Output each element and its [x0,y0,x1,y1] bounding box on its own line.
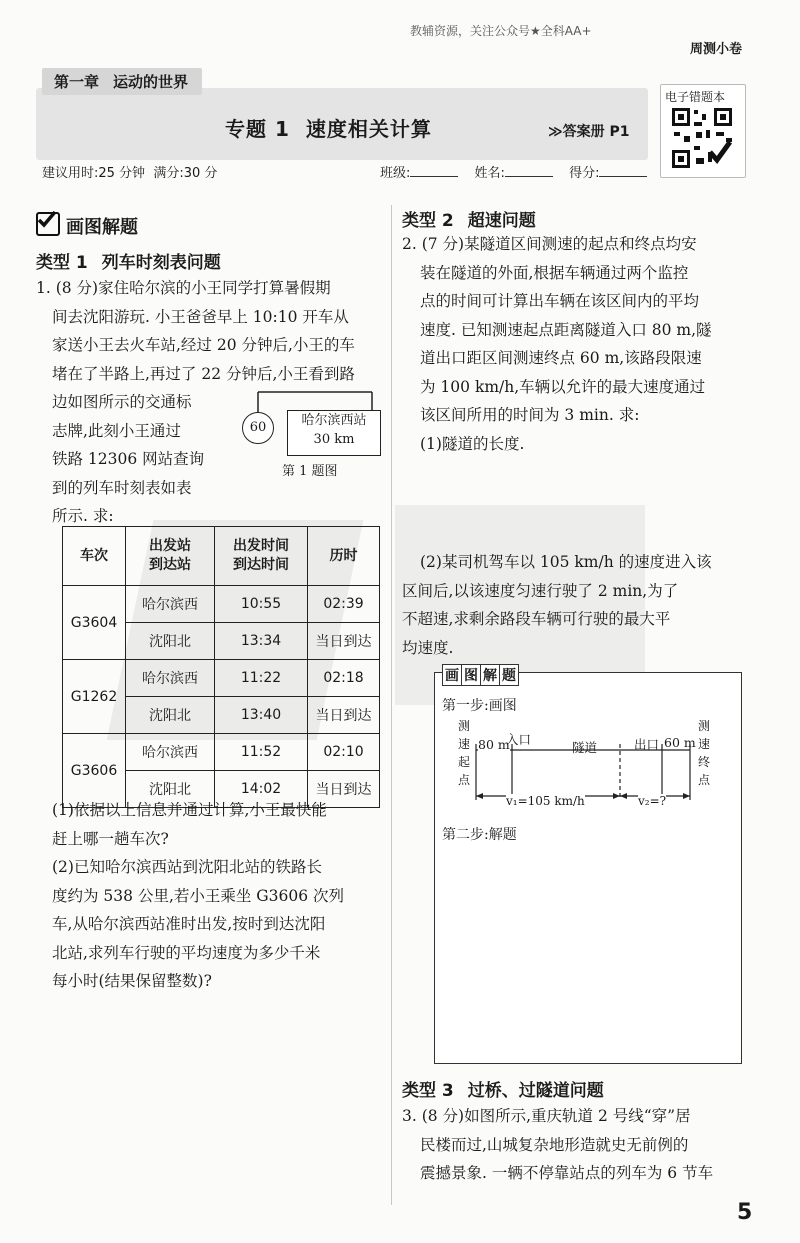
full-score: 满分:30 分 [153,166,218,181]
train-timetable [62,526,380,808]
distance-sign [287,410,381,456]
table-row: 沈阳北 13:40 当日到达 [63,697,380,734]
topic-number: 专题 1 [225,117,290,141]
table-row: 沈阳北 13:34 当日到达 [63,623,380,660]
type3-number: 类型 3 [402,1081,454,1101]
section-title: 画图解题 [66,217,138,238]
text-line: 震撼景象. 一辆不停靠站点的列车为 6 节车 [420,1164,714,1182]
start-label-char: 测 [458,719,471,733]
text-line: 铁路 12306 网站查询 [52,450,205,468]
text-line: 赶上哪一趟车次? [52,829,169,848]
topic-title [225,113,432,142]
step1-label: 第一步:画图 [442,698,517,714]
question3-text [402,1102,713,1188]
speed-limit-sign: 60 [242,412,274,444]
type2-number: 类型 2 [402,211,454,231]
checkbox-icon [36,212,60,236]
table-row: G3606 哈尔滨西 11:52 02:10 [63,734,380,771]
table-header: 历时 [308,527,380,586]
svg-text:点: 点 [458,773,471,787]
type2-heading [402,206,536,231]
table-row: 沈阳北 14:02 当日到达 [63,771,380,808]
name-label: 姓名: [474,166,505,181]
text-line: 车,从哈尔滨西站准时出发,按时到达沈阳 [52,915,326,933]
text-line: 2. (7 分)某隧道区间测速的起点和终点均安 [402,235,697,253]
text-line: (2)某司机驾车以 105 km/h 的速度进入该 [420,553,712,571]
table-row: G3604 哈尔滨西 10:55 02:39 [63,586,380,623]
distance-80m: 80 m [478,737,510,752]
svg-text:终: 终 [698,755,711,769]
text-line: 1. (8 分)家住哈尔滨的小王同学打算暑假期 [36,279,331,297]
student-info-fields [380,162,659,181]
text-line: 3. (8 分)如图所示,重庆轨道 2 号线“穿”居 [402,1107,691,1125]
class-field[interactable] [410,176,458,177]
type3-heading [402,1076,604,1101]
entrance-label: 入口 [506,732,532,747]
text-line: 为 100 km/h,车辆以允许的最大速度通过 [420,377,706,396]
chapter-name: 运动的世界 [113,73,189,91]
table-header: 出发站 到达站 [126,527,215,586]
type3-title: 过桥、过隧道问题 [467,1081,604,1101]
type1-title: 列车时刻表问题 [101,253,221,273]
text-line: 志牌,此刻小王通过 [52,421,181,440]
svg-text:测: 测 [698,719,711,733]
text-line: 堵在了半路上,再过了 22 分钟后,小王看到路 [52,364,355,383]
text-line: 每小时(结果保留整数)? [52,972,212,990]
text-line: 所示. 求: [52,507,114,525]
svg-text:速: 速 [698,737,711,751]
velocity-v2: v₂=? [638,794,667,808]
time-limit: 建议用时:25 分钟 [42,166,146,181]
tunnel-label: 隧道 [572,740,598,755]
score-label: 得分: [569,166,600,181]
page-number: 5 [737,1200,753,1225]
qr-label: 电子错题本 [665,90,726,104]
chapter-number: 第一章 [54,73,100,91]
section-heading [36,212,138,239]
velocity-v1: v₁=105 km/h [506,794,585,808]
text-line: (2)已知哈尔滨西站到沈阳北站的铁路长 [52,858,322,876]
exit-label: 出口 [634,737,660,752]
series-label: 周测小卷 [690,42,743,57]
svg-text:点: 点 [698,773,711,787]
distance-60m: 60 m [664,735,696,750]
sign-station: 哈尔滨西站 [301,413,367,428]
type2-title: 超速问题 [467,211,536,231]
score-field[interactable] [599,176,647,177]
svg-text:起: 起 [458,755,471,769]
table-header: 车次 [63,527,126,586]
question1-subquestions [52,796,344,996]
text-line: 度约为 538 公里,若小王乘坐 G3606 次列 [52,886,345,905]
class-label: 班级: [380,166,411,181]
text-line: 点的时间可计算出车辆在该区间内的平均 [420,292,700,310]
text-line: 到的列车时刻表如表 [52,478,192,497]
diagram-tag: 画 图 解 题 [442,664,518,686]
text-line: (1)依据以上信息并通过计算,小王最快能 [52,801,327,819]
qr-code-icon[interactable] [670,106,734,170]
step2-label: 第二步:解题 [442,827,517,843]
question2-part2 [402,548,712,662]
text-line: 边如图所示的交通标 [52,393,192,411]
text-line: 该区间所用的时间为 3 min. 求: [420,406,640,424]
text-line: 均速度. [402,638,454,657]
topic-name: 速度相关计算 [305,117,432,141]
text-line: (1)隧道的长度. [420,434,525,453]
top-note: 教辅资源，关注公众号★全科AA+ [410,24,592,38]
type1-number: 类型 1 [36,253,88,273]
text-line: 不超速,求剩余路段车辆可行驶的最大平 [402,610,671,628]
table-header: 出发时间 到达时间 [215,527,308,586]
text-line: 装在隧道的外面,根据车辆通过两个监控 [420,263,689,282]
table-row: G1262 哈尔滨西 11:22 02:18 [63,660,380,697]
question2-text [402,230,712,458]
text-line: 速度. 已知测速起点距离隧道入口 80 m,隧 [420,320,712,339]
text-line: 家送小王去火车站,经过 20 分钟后,小王的车 [52,336,355,354]
text-line: 区间后,以该速度匀速行驶了 2 min,为了 [402,581,679,600]
chapter-tab [42,68,202,95]
text-line: 北站,求列车行驶的平均速度为多少千米 [52,943,321,962]
sign-distance: 30 km [313,432,355,447]
svg-text:速: 速 [458,737,471,751]
text-line: 间去沈阳游玩. 小王爸爸早上 10:10 开车从 [52,307,349,326]
text-line: 民楼而过,山城复杂地形造就史无前例的 [420,1135,689,1154]
tunnel-diagram [440,716,740,822]
time-score-info [42,162,217,181]
name-field[interactable] [505,176,553,177]
figure-caption: 第 1 题图 [282,464,338,479]
type1-heading [36,248,221,273]
answer-reference: ≫答案册 P1 [548,124,630,140]
text-line: 道出口距区间测速终点 60 m,该路段限速 [420,349,702,367]
column-divider [391,205,392,1205]
